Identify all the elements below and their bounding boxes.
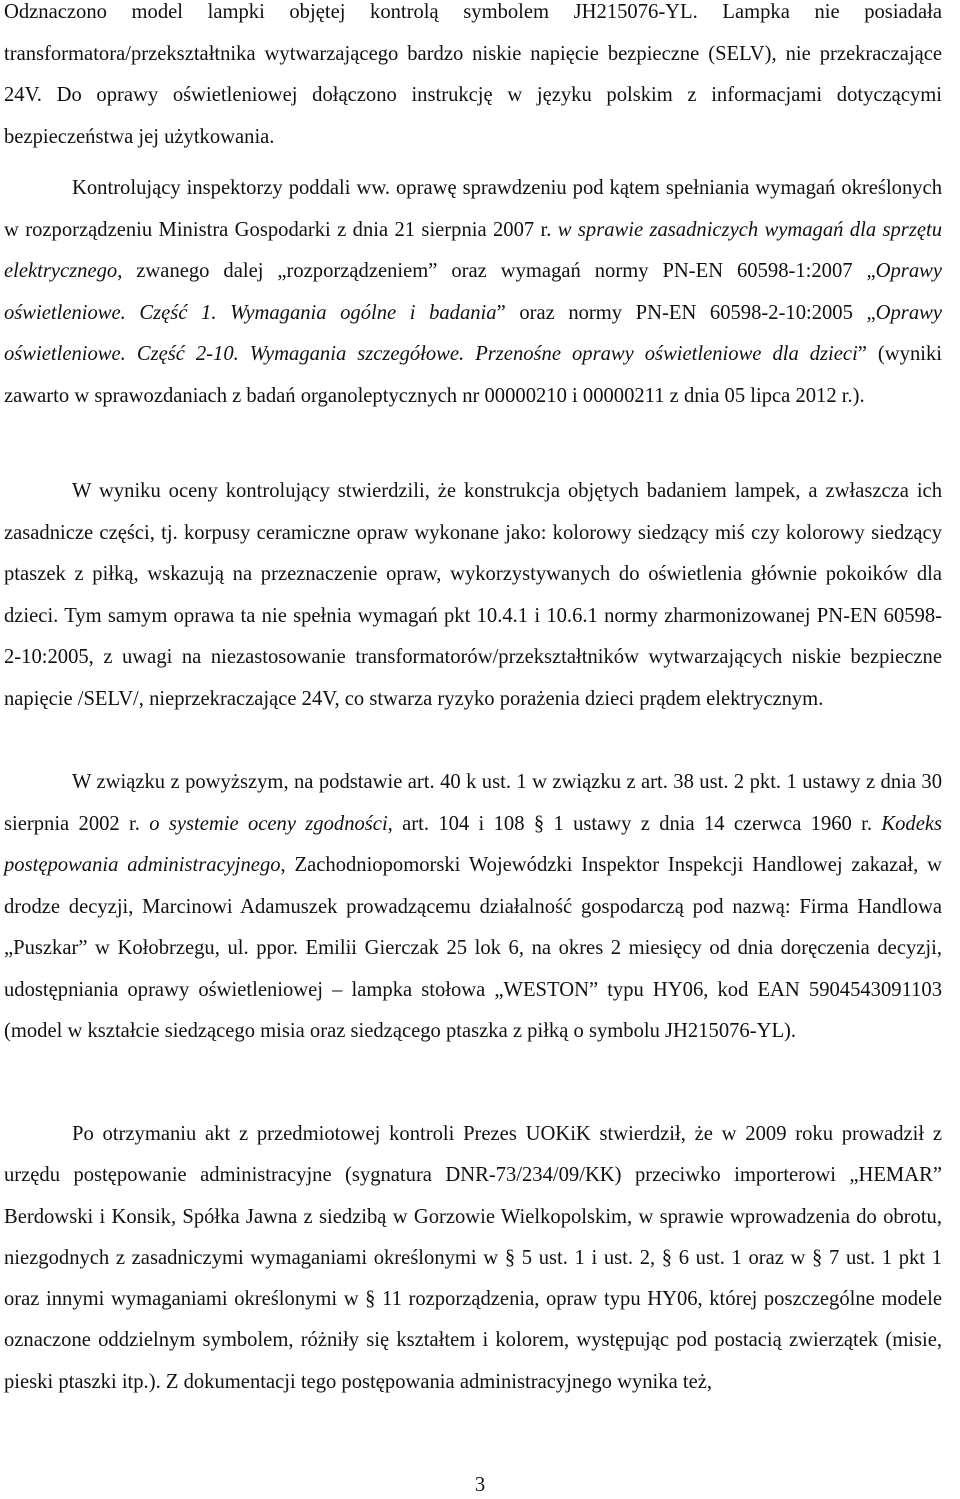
paragraph-4-italic-1: o systemie oceny zgodności	[149, 812, 388, 835]
paragraph-5	[4, 1114, 942, 1403]
paragraph-2-text-3: ” oraz normy PN-EN 60598-2-10:2005 „	[496, 301, 876, 324]
paragraph-2-italic-1: w sprawie zasadniczych wymagań dla sprzętu elektrycznego,	[4, 218, 942, 282]
paragraph-5-text: Po otrzymaniu akt z przedmiotowej kontroli Prezes UOKiK stwierdził, że w 2009 roku prowadził z urzędu postępowanie administracyjne (sygnatura DNR-73/234/09/KK) przeciwko importerowi „HEMAR” Berdowski i Konsik, Spółka Jawna z siedzibą w Gorzowie Wielkopolskim, w sprawie wprowadzenia do obrotu, niezgodnych z zasadniczymi wymaganiami określonymi w § 5 ust. 1 i ust. 2, § 6 ust. 1 oraz w § 7 ust. 1 pkt 1 oraz innymi wymaganiami określonymi w § 11 rozporządzenia, opraw typu HY06, której poszczególne modele oznaczone oddzielnym symbolem, różniły się kształtem i kolorem, występując pod postacią zwierzątek (misie, pieski ptaszki itp.). Z dokumentacji tego postępowania administracyjnego wynika też,	[4, 1123, 942, 1393]
paragraph-4-text-2: , art. 104 i 108 § 1 ustawy z dnia 14 czerwca 1960 r.	[387, 812, 882, 835]
paragraph-4-italic-2: Kodeks postępowania administracyjnego	[4, 812, 942, 876]
paragraph-2-text-4: ” (wyniki zawarto w sprawozdaniach z badań organoleptycznych nr 00000210 i 00000211 z dnia 05 lipca 2012 r.).	[4, 343, 942, 407]
paragraph-2	[4, 168, 942, 417]
paragraph-3-text: W wyniku oceny kontrolujący stwierdzili, że konstrukcja objętych badaniem lampek, a zwłaszcza ich zasadnicze części, tj. korpusy ceramiczne opraw wykonane jako: kolorowy siedzący miś czy kolorowy siedzący ptaszek z piłką, wskazują na przeznaczenie opraw, wykorzystywanych do oświetlenia głównie pokoików dla dzieci. Tym samym oprawa ta nie spełnia wymagań pkt 10.4.1 i 10.6.1 normy zharmonizowanej PN-EN 60598-2-10:2005, z uwagi na niezastosowanie transformatorów/przekształtników wytwarzających niskie bezpieczne napięcie /SELV/, nieprzekraczające 24V, co stwarza ryzyko porażenia dzieci prądem elektrycznym.	[4, 480, 942, 710]
paragraph-1	[4, 0, 942, 158]
paragraph-2-italic-3: Oprawy oświetleniowe. Część 2-10. Wymagania szczegółowe. Przenośne oprawy oświetleniowe dla dzieci	[4, 301, 942, 365]
paragraph-4	[4, 762, 942, 1053]
paragraph-2-text-2: zwanego dalej „rozporządzeniem” oraz wymagań normy PN-EN 60598-1:2007 „	[122, 260, 876, 282]
paragraph-2-italic-2: Oprawy oświetleniowe. Część 1. Wymagania ogólne i badania	[4, 260, 942, 324]
paragraph-2-text-1: Kontrolujący inspektorzy poddali ww. oprawę sprawdzeniu pod kątem spełniania wymagań określonych w rozporządzeniu Ministra Gospodarki z dnia 21 sierpnia 2007 r.	[4, 177, 942, 241]
page-number: 3	[474, 1474, 486, 1496]
paragraph-1-text: Odznaczono model lampki objętej kontrolą symbolem JH215076-YL. Lampka nie posiadała transformatora/przekształtnika wytwarzającego bardzo niskie napięcie bezpieczne (SELV), nie przekraczające 24V. Do oprawy oświetleniowej dołączono instrukcję w języku polskim z informacjami dotyczącymi bezpieczeństwa jej użytkowania.	[4, 1, 942, 148]
paragraph-4-text-1: W związku z powyższym, na podstawie art. 40 k ust. 1 w związku z art. 38 ust. 2 pkt. 1 ustawy z dnia 30 sierpnia 2002 r.	[4, 771, 942, 835]
paragraph-3	[4, 471, 942, 720]
paragraph-4-text-3: , Zachodniopomorski Wojewódzki Inspektor Inspekcji Handlowej zakazał, w drodze decyzji, Marcinowi Adamuszek prowadzącemu działalność gospodarczą pod nazwą: Firma Handlowa „Puszkar” w Kołobrzegu, ul. ppor. Emilii Gierczak 25 lok 6, na okres 2 miesięcy od dnia doręczenia decyzji, udostępniania oprawy oświetleniowej – lampka stołowa „WESTON” typu HY06, kod EAN 5904543091103 (model w kształcie siedzącego misia oraz siedzącego ptaszka z piłką o symbolu JH215076-YL).	[4, 854, 942, 1042]
